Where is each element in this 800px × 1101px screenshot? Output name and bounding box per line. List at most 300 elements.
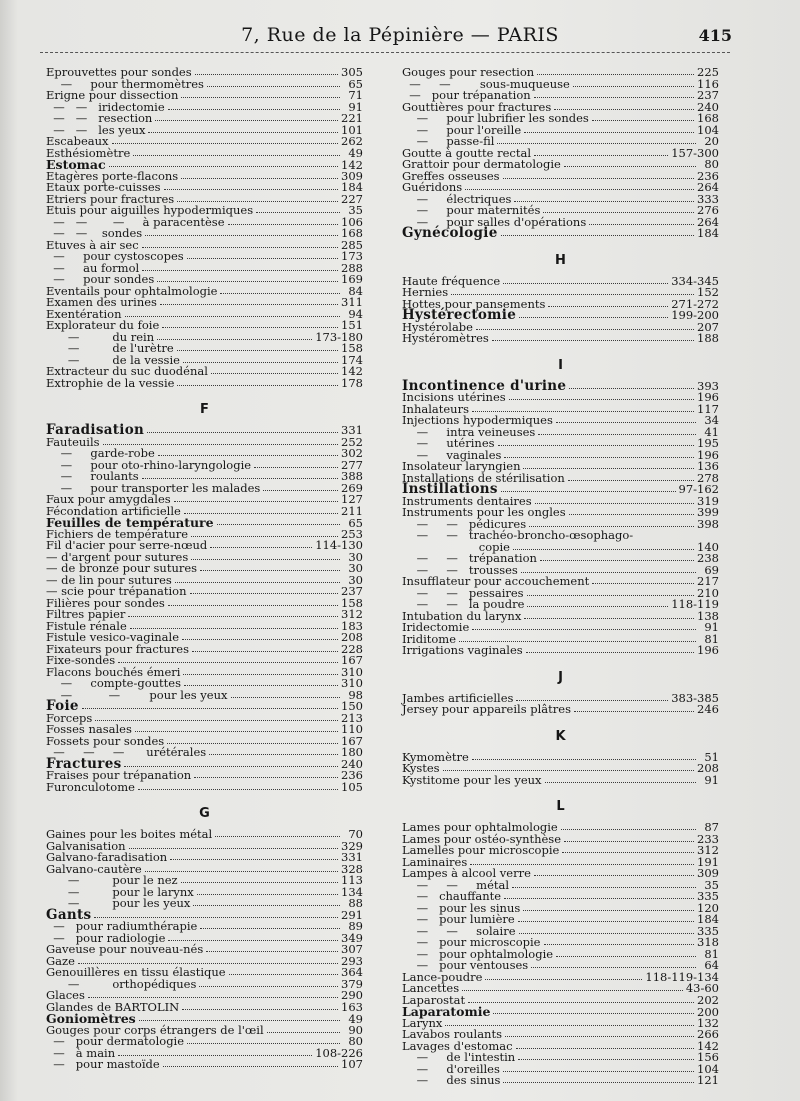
entry-page-ref: 291 [341, 907, 363, 922]
entry-page-ref: 41 [704, 424, 719, 439]
entry-term: Glaces [46, 988, 85, 1002]
entry-term: Lampes à alcool verre [402, 866, 531, 880]
index-entry [46, 1059, 363, 1071]
dot-leader [263, 490, 338, 491]
entry-term: — — solaire [402, 923, 516, 938]
dot-leader [138, 789, 338, 790]
entry-page-ref: 184 [341, 180, 363, 194]
entry-term: — de lin pour sutures [46, 572, 172, 587]
dot-leader [167, 743, 338, 744]
entry-term: Galvano-cautère [46, 861, 142, 876]
entry-term: — pour cystoscopes [46, 249, 184, 263]
dot-leader [518, 921, 694, 922]
entry-page-ref: 329 [341, 838, 363, 853]
entry-term: — — la poudre [402, 597, 525, 611]
entry-page-ref: 276 [697, 203, 719, 217]
entry-page-ref: 106 [341, 214, 363, 229]
dot-leader [472, 759, 696, 760]
dot-leader [505, 1036, 694, 1037]
entry-term: — à main [46, 1045, 116, 1060]
dot-leader [503, 1071, 694, 1072]
entry-page-ref: 138 [697, 608, 719, 623]
entry-term: — pour les sinus [402, 900, 521, 915]
dot-leader [181, 882, 338, 883]
section-letter: L [556, 799, 565, 814]
entry-page-ref: 174 [341, 352, 363, 367]
entry-page-ref: 331 [341, 850, 363, 864]
dot-leader [177, 385, 338, 386]
dot-leader [192, 651, 338, 652]
entry-page-ref: 227 [341, 191, 363, 206]
entry-term: copie [402, 539, 510, 554]
dot-leader [182, 639, 338, 640]
dot-leader [524, 618, 694, 619]
entry-page-ref: 127 [341, 492, 363, 506]
entry-page-ref: 142 [697, 1038, 719, 1053]
entry-page-ref: 318 [697, 935, 719, 949]
entry-term: Etuves à air sec [46, 237, 139, 252]
entry-page-ref: 334-345 [671, 273, 719, 288]
dot-leader [527, 606, 668, 607]
dot-leader [573, 86, 694, 87]
entry-page-ref: 35 [348, 203, 363, 217]
entry-page-ref: 309 [697, 866, 719, 880]
dot-leader [267, 1032, 340, 1033]
entry-term: Fosses nasales [46, 722, 132, 736]
index-entry [46, 898, 363, 910]
entry-page-ref: 88 [348, 896, 363, 910]
index-entry [46, 779, 363, 794]
entry-page-ref: 328 [341, 861, 363, 876]
dot-leader [497, 143, 696, 144]
entry-page-ref: 399 [697, 505, 719, 519]
dot-leader [503, 178, 694, 179]
entry-page-ref: 20 [704, 134, 719, 148]
entry-page-ref: 158 [341, 595, 363, 610]
dot-leader [524, 132, 694, 133]
entry-page-ref: 240 [341, 756, 363, 771]
entry-term: Guéridons [402, 180, 463, 194]
entry-page-ref: 116 [697, 76, 719, 91]
entry-page-ref: 310 [341, 676, 363, 690]
entry-term: Laminaires [402, 854, 468, 869]
entry-term: Lavages d'estomac [402, 1038, 513, 1053]
dot-leader [133, 155, 340, 156]
entry-term: — — trousses [402, 562, 518, 577]
entry-term: Glandes de BARTOLIN [46, 999, 180, 1014]
dot-leader [95, 720, 338, 721]
dot-leader [468, 1002, 694, 1003]
entry-term: Injections hypodermiques [402, 413, 553, 427]
entry-page-ref: 136 [697, 459, 719, 473]
entry-page-ref: 169 [341, 272, 363, 286]
entry-term: Incontinence d'urine [402, 377, 567, 394]
entry-term: Fichiers de température [46, 526, 189, 541]
page-header [0, 24, 800, 50]
dot-leader [526, 652, 694, 653]
entry-page-ref: 180 [341, 745, 363, 759]
dot-leader [175, 582, 340, 583]
entry-page-ref: 178 [341, 375, 363, 390]
entry-term: — électriques [402, 191, 512, 206]
entry-term: — pour mastoïde [46, 1057, 160, 1071]
entry-term: Grattoir pour dermatologie [402, 157, 561, 171]
entry-page-ref: 196 [697, 643, 719, 657]
dot-leader [534, 155, 668, 156]
entry-term: — pour dermatologie [46, 1034, 185, 1048]
dot-leader [534, 875, 694, 876]
entry-term: Insufflateur pour accouchement [402, 574, 590, 588]
entry-term: Kymomètre [402, 749, 469, 764]
dot-leader [521, 572, 696, 573]
entry-page-ref: 81 [704, 631, 719, 646]
entry-page-ref: 191 [697, 854, 719, 869]
dot-leader [443, 770, 694, 771]
entry-page-ref: 91 [704, 620, 719, 634]
entry-term: — roulants [46, 469, 139, 483]
header-rule [40, 52, 730, 53]
dot-leader [148, 132, 338, 133]
entry-term: — pour lumière [402, 912, 515, 926]
entry-page-ref: 158 [341, 341, 363, 355]
dot-leader [200, 570, 340, 571]
dot-leader [124, 766, 338, 767]
entry-page-ref: 293 [341, 953, 363, 968]
entry-page-ref: 233 [697, 831, 719, 846]
dot-leader [157, 339, 312, 340]
entry-page-ref: 132 [697, 1015, 719, 1030]
entry-term: — pour salles d'opérations [402, 214, 587, 229]
entry-term: — intra veineuses [402, 424, 536, 439]
entry-page-ref: 104 [697, 1061, 719, 1076]
entry-page-ref: 290 [341, 988, 363, 1002]
entry-term: Fixateurs pour fractures [46, 641, 190, 656]
entry-page-ref: 237 [697, 88, 719, 102]
dot-leader [109, 166, 338, 167]
entry-page-ref: 84 [348, 283, 363, 298]
dot-leader [476, 329, 694, 330]
entry-term: Instruments pour les ongles [402, 505, 566, 519]
entry-term: Goutte à goutte rectal [402, 145, 532, 160]
dot-leader [534, 97, 694, 98]
entry-page-ref: 49 [348, 145, 363, 160]
entry-term: Gaveuse pour nouveau-nés [46, 942, 204, 956]
dot-leader [537, 74, 694, 75]
entry-term: Lance-poudre [402, 969, 483, 984]
dot-leader [158, 455, 338, 456]
entry-page-ref: 51 [704, 749, 719, 764]
dot-leader [229, 974, 338, 975]
entry-page-ref: 80 [348, 1034, 363, 1048]
entry-term: Lames pour ostéo-synthèse [402, 831, 562, 846]
dot-leader [220, 293, 340, 294]
entry-term: — pour sondes [46, 272, 155, 286]
entry-term: Installations de stérilisation [402, 470, 565, 485]
dot-leader [195, 74, 338, 75]
entry-term: — — iridectomie [46, 99, 165, 114]
entry-page-ref: 150 [341, 699, 363, 713]
dot-leader [231, 697, 340, 698]
entry-term: — — les yeux [46, 122, 146, 137]
entry-page-ref: 167 [341, 733, 363, 748]
dot-leader [168, 109, 340, 110]
dot-leader [163, 1066, 338, 1067]
entry-term: — garde-robe [46, 446, 155, 460]
entry-page-ref: 383-385 [671, 690, 719, 705]
index-entry [402, 645, 719, 657]
entry-page-ref: 173-180 [315, 329, 363, 344]
entry-page-ref: 184 [697, 912, 719, 926]
entry-term: Flacons bouchés émeri [46, 664, 181, 679]
entry-page-ref: 264 [697, 180, 719, 194]
entry-page-ref: 108-226 [315, 1045, 363, 1060]
dot-leader [139, 1020, 340, 1021]
entry-page-ref: 195 [697, 436, 719, 450]
dot-leader [168, 605, 338, 606]
entry-page-ref: 266 [697, 1027, 719, 1041]
entry-term: Iriditome [402, 631, 457, 646]
dot-leader [556, 956, 696, 957]
dot-leader [493, 1013, 694, 1014]
dot-leader [512, 887, 696, 888]
entry-page-ref: 80 [704, 157, 719, 171]
dot-leader [564, 841, 694, 842]
entry-term: Estomac [46, 157, 106, 172]
entry-page-ref: 208 [341, 630, 363, 644]
dot-leader [200, 928, 340, 929]
entry-page-ref: 64 [704, 958, 719, 972]
entry-page-ref: 156 [697, 1050, 719, 1064]
entry-page-ref: 43-60 [685, 981, 719, 995]
entry-term: Gouges pour resection [402, 65, 535, 79]
entry-term: Genouillères en tissu élastique [46, 965, 226, 979]
entry-page-ref: 202 [697, 992, 719, 1007]
dot-leader [462, 990, 683, 991]
dot-leader [164, 189, 338, 190]
dot-leader [445, 1025, 694, 1026]
entry-page-ref: 238 [697, 551, 719, 565]
entry-page-ref: 379 [341, 976, 363, 991]
dot-leader [184, 513, 338, 514]
entry-page-ref: 196 [697, 447, 719, 462]
dot-leader [527, 595, 694, 596]
entry-page-ref: 34 [704, 413, 719, 427]
entry-page-ref: 309 [341, 168, 363, 183]
entry-term: — chauffante [402, 889, 502, 903]
entry-page-ref: 285 [341, 237, 363, 252]
dot-leader [142, 270, 338, 271]
dot-leader [168, 940, 338, 941]
entry-page-ref: 107 [341, 1057, 363, 1071]
entry-page-ref: 236 [697, 168, 719, 183]
entry-page-ref: 253 [341, 526, 363, 541]
entry-page-ref: 49 [348, 1012, 363, 1026]
entry-term: — — pédicures [402, 516, 527, 531]
dot-leader [519, 317, 668, 318]
entry-term: — compte-gouttes [46, 676, 181, 690]
dot-leader [509, 399, 694, 400]
entry-term: — pour oto-rhino-laryngologie [46, 457, 252, 472]
entry-term: Instruments dentaires [402, 493, 532, 508]
dot-leader [142, 478, 338, 479]
entry-term: Hystérolabe [402, 319, 473, 334]
entry-page-ref: 94 [348, 306, 363, 321]
entry-page-ref: 333 [697, 191, 719, 206]
entry-page-ref: 305 [341, 65, 363, 79]
dot-leader [501, 235, 694, 236]
entry-term: Laparatomie [402, 1004, 491, 1019]
dot-leader [88, 997, 338, 998]
entry-term: — pour radiumthérapie [46, 919, 198, 933]
index-entry [46, 698, 363, 714]
entry-term: Etagères porte-flacons [46, 168, 179, 183]
entry-term: Fauteuils [46, 434, 100, 449]
entry-page-ref: 307 [341, 942, 363, 956]
entry-term: Irrigations vaginales [402, 643, 523, 657]
index-entry [46, 687, 363, 702]
index-entry [402, 749, 719, 764]
entry-term: Hernies [402, 285, 449, 299]
dot-leader [147, 432, 338, 433]
entry-term: Insolateur laryngien [402, 459, 521, 473]
entry-term: — pour le larynx [46, 884, 194, 899]
dot-leader [142, 247, 338, 248]
dot-leader [211, 373, 338, 374]
section-letter: I [558, 357, 563, 373]
entry-page-ref: 142 [341, 158, 363, 172]
entry-page-ref: 121 [697, 1073, 719, 1087]
entry-page-ref: 118-119-134 [645, 969, 719, 984]
dot-leader [513, 549, 694, 550]
dot-leader [556, 422, 696, 423]
entry-page-ref: 167 [341, 653, 363, 667]
entry-page-ref: 335 [697, 889, 719, 903]
entry-term: Hystéromètres [402, 331, 489, 345]
entry-term: Haute fréquence [402, 273, 501, 288]
dot-leader [518, 1059, 694, 1060]
dot-leader [504, 898, 694, 899]
entry-page-ref: 311 [341, 295, 363, 309]
entry-term: — des sinus [402, 1073, 501, 1087]
entry-page-ref: 398 [697, 516, 719, 531]
page-number: 415 [698, 26, 732, 45]
entry-page-ref: 210 [697, 585, 719, 600]
entry-page-ref: 69 [704, 562, 719, 577]
entry-page-ref: 97-162 [678, 482, 719, 496]
dot-leader [129, 848, 339, 849]
entry-term: Fistule vesico-vaginale [46, 630, 179, 644]
entry-term: Fécondation artificielle [46, 503, 181, 518]
entry-page-ref: 101 [341, 122, 363, 137]
entry-term: Gouges pour corps étrangers de l'œil [46, 1022, 264, 1037]
entry-term: Galvanisation [46, 838, 126, 853]
entry-term: Escabeaux [46, 134, 109, 148]
dot-leader [503, 1082, 694, 1083]
entry-term: Etriers pour fractures [46, 191, 175, 206]
entry-page-ref: 252 [341, 434, 363, 449]
entry-term: Fraises pour trépanation [46, 768, 192, 782]
dot-leader [206, 951, 338, 952]
entry-term: Extracteur du suc duodénal [46, 364, 208, 378]
entry-page-ref: 91 [348, 99, 363, 114]
entry-term: Inhalateurs [402, 401, 469, 416]
entry-term: Kystes [402, 761, 440, 775]
entry-page-ref: 120 [697, 900, 719, 915]
dot-leader [125, 316, 340, 317]
entry-term: Forceps [46, 710, 93, 725]
entry-term: Gaze [46, 953, 75, 968]
entry-term: Extrophie de la vessie [46, 375, 175, 390]
entry-term: Gynécologie [402, 225, 498, 241]
entry-page-ref: 331 [341, 423, 363, 437]
entry-page-ref: 277 [341, 457, 363, 472]
entry-term: — orthopédiques [46, 976, 197, 991]
entry-term: — pour l'oreille [402, 122, 522, 137]
dot-leader [199, 986, 338, 987]
dot-leader [82, 708, 338, 709]
entry-term: — pour microscopie [402, 935, 541, 949]
dot-leader [217, 524, 340, 525]
entry-term: — de la vessie [46, 352, 180, 367]
entry-term: — pour maternités [402, 203, 541, 217]
entry-term: Foie [46, 698, 79, 714]
entry-page-ref: 221 [341, 111, 363, 125]
entry-page-ref: 271-272 [671, 296, 719, 311]
entry-page-ref: 393 [697, 378, 719, 393]
entry-page-ref: 199-200 [671, 308, 719, 322]
dot-leader [568, 480, 694, 481]
entry-term: — de l'intestin [402, 1050, 516, 1064]
entry-page-ref: 140 [697, 539, 719, 554]
dot-leader [519, 933, 695, 934]
entry-term: Filières pour sondes [46, 595, 165, 610]
dot-leader [78, 963, 338, 964]
entry-page-ref: 118-119 [671, 597, 719, 611]
dot-leader [569, 388, 694, 389]
dot-leader [569, 514, 694, 515]
dot-leader [545, 782, 696, 783]
entry-term: — de l'urètre [46, 341, 174, 355]
index-entry [402, 225, 719, 241]
entry-term: Galvano-faradisation [46, 850, 168, 864]
entry-term: — vaginales [402, 447, 502, 462]
dot-leader [118, 662, 338, 663]
entry-term: Etaux porte-cuisses [46, 180, 161, 194]
entry-term: — d'oreilles [402, 1061, 500, 1076]
index-column-left [46, 67, 363, 1071]
entry-term: — pour lubrifier les sondes [402, 111, 589, 125]
entry-page-ref: 87 [704, 820, 719, 834]
entry-term: — pour ophtalmologie [402, 946, 554, 961]
entry-term: Faradisation [46, 422, 145, 438]
entry-term: — — trachéo-broncho-œsophago- [402, 528, 634, 542]
entry-term: — pour trépanation [402, 88, 531, 102]
entry-term: — — métal [402, 877, 510, 892]
entry-term: Lavabos roulants [402, 1027, 502, 1041]
entry-term: Greffes osseuses [402, 168, 500, 183]
entry-term: Hystérectomie [402, 307, 517, 323]
entry-page-ref: 173 [341, 249, 363, 263]
entry-page-ref: 91 [704, 772, 719, 787]
dot-leader [210, 547, 312, 548]
entry-term: — du rein [46, 329, 155, 344]
dot-leader [130, 628, 338, 629]
entry-page-ref: 30 [348, 549, 363, 564]
entry-term: Fistule rénale [46, 618, 127, 633]
entry-page-ref: 208 [697, 761, 719, 775]
entry-term: Larynx [402, 1015, 443, 1030]
entry-page-ref: 269 [341, 480, 363, 495]
